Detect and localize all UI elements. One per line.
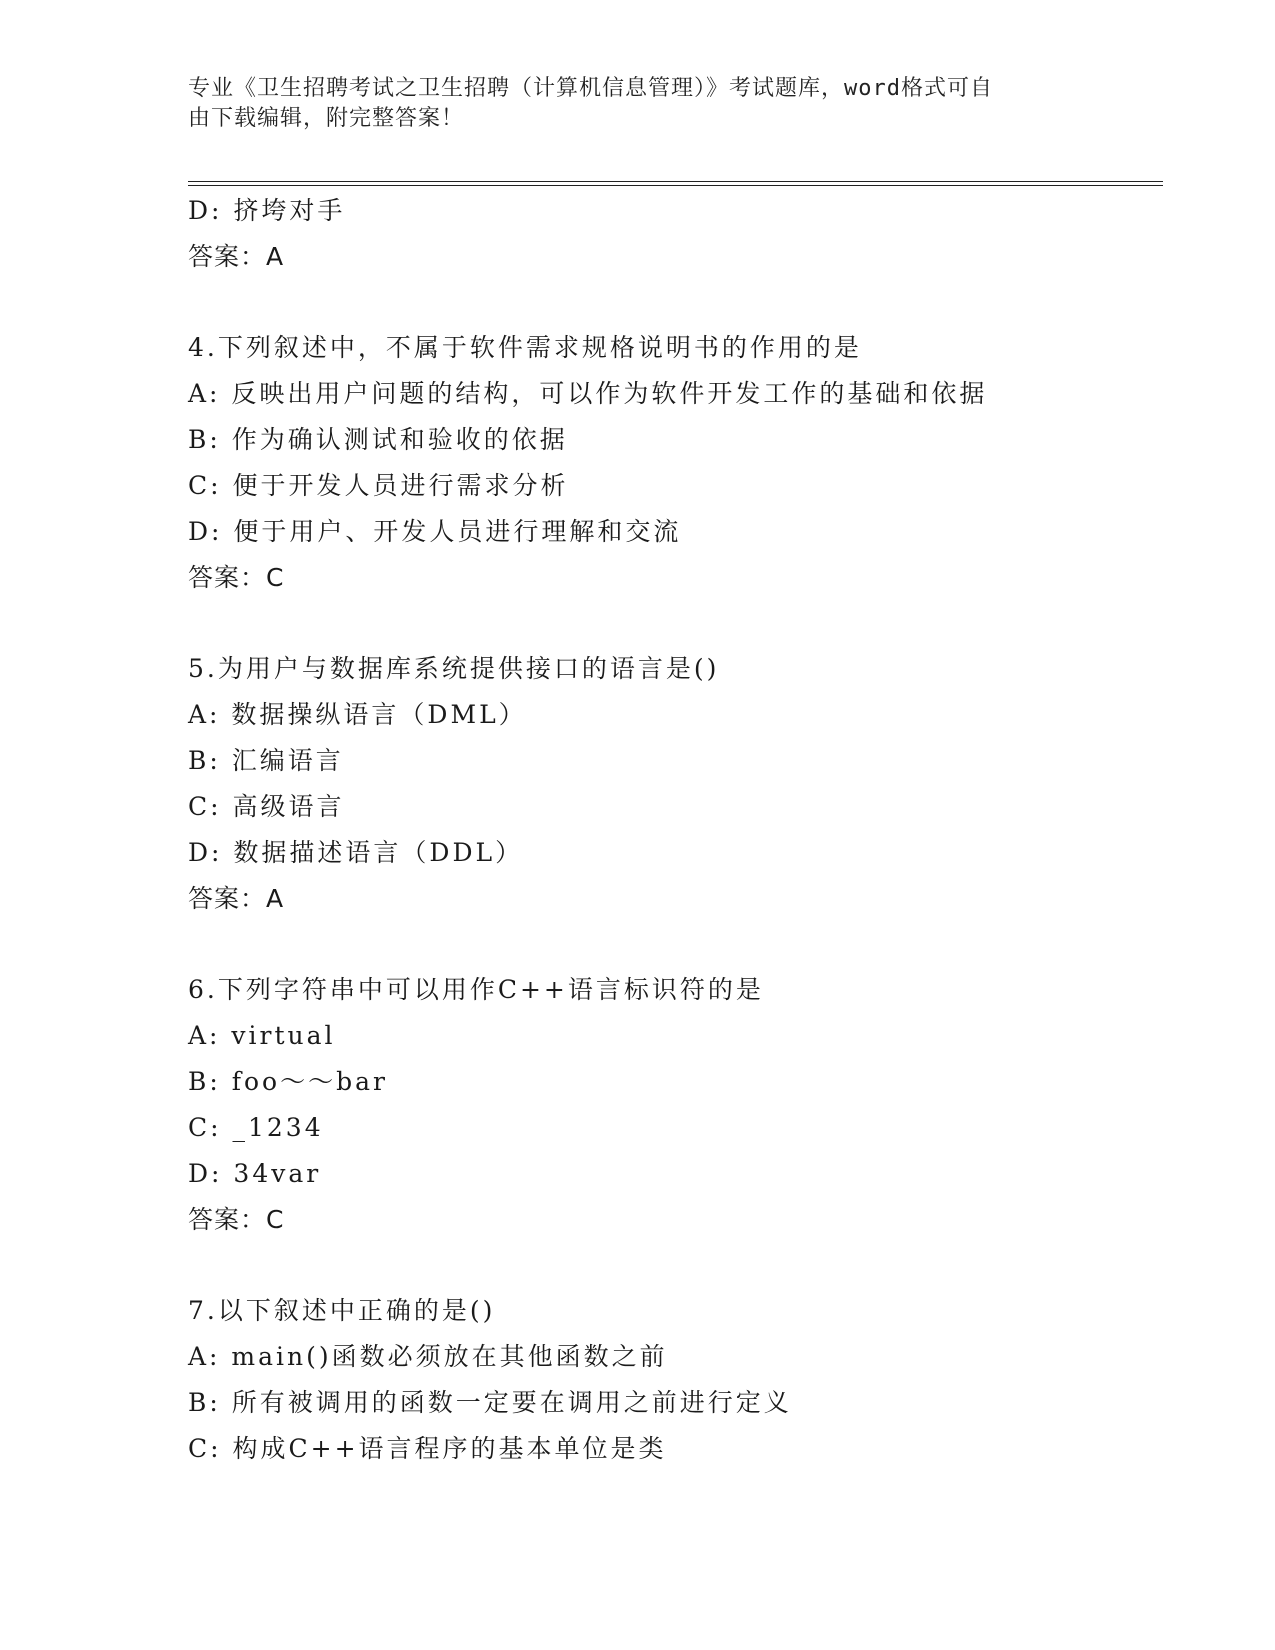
question-spacer: [188, 280, 1163, 325]
question-block-6: [188, 967, 1163, 1243]
answer-line: 答案：A: [188, 242, 285, 271]
header-line-2: 由下载编辑，附完整答案！: [188, 106, 465, 131]
option-c: C: 构成C++语言程序的基本单位是类: [188, 1434, 667, 1463]
header-divider-bottom: [188, 185, 1163, 186]
option-a: A: 数据操纵语言（DML）: [188, 700, 527, 729]
option-b: B: 所有被调用的函数一定要在调用之前进行定义: [188, 1388, 792, 1417]
option-c: C: _1234: [188, 1113, 324, 1142]
option-b: B: 汇编语言: [188, 746, 344, 775]
question-block-7: [188, 1288, 1163, 1472]
option-d: D: 34var: [188, 1159, 322, 1188]
option-d: D: 数据描述语言（DDL）: [188, 838, 524, 867]
question-list: [188, 188, 1163, 1472]
option-b: B: foo～～bar: [188, 1067, 388, 1096]
option-b: B: 作为确认测试和验收的依据: [188, 425, 568, 454]
option-a: A: main()函数必须放在其他函数之前: [188, 1342, 668, 1371]
header-line-1: 专业《卫生招聘考试之卫生招聘（计算机信息管理）》考试题库，word格式可自: [188, 76, 993, 101]
question-block-4: [188, 325, 1163, 601]
option-c: C: 高级语言: [188, 792, 345, 821]
document-header: [188, 74, 1068, 134]
question-stem: 4.下列叙述中，不属于软件需求规格说明书的作用的是: [188, 333, 862, 362]
option-a: A: 反映出用户问题的结构，可以作为软件开发工作的基础和依据: [188, 379, 988, 408]
header-divider-top: [188, 181, 1163, 182]
answer-line: 答案：C: [188, 563, 285, 592]
option-d: D: 挤垮对手: [188, 196, 346, 225]
question-block-5: [188, 646, 1163, 922]
option-d: D: 便于用户、开发人员进行理解和交流: [188, 517, 682, 546]
question-block-partial: [188, 188, 1163, 280]
answer-line: 答案：C: [188, 1205, 285, 1234]
question-stem: 7.以下叙述中正确的是(): [188, 1296, 496, 1325]
question-spacer: [188, 922, 1163, 967]
question-spacer: [188, 601, 1163, 646]
option-c: C: 便于开发人员进行需求分析: [188, 471, 569, 500]
option-a: A: virtual: [188, 1021, 336, 1050]
question-stem: 6.下列字符串中可以用作C++语言标识符的是: [188, 975, 764, 1004]
answer-line: 答案：A: [188, 884, 285, 913]
question-spacer: [188, 1243, 1163, 1288]
question-stem: 5.为用户与数据库系统提供接口的语言是(): [188, 654, 720, 683]
